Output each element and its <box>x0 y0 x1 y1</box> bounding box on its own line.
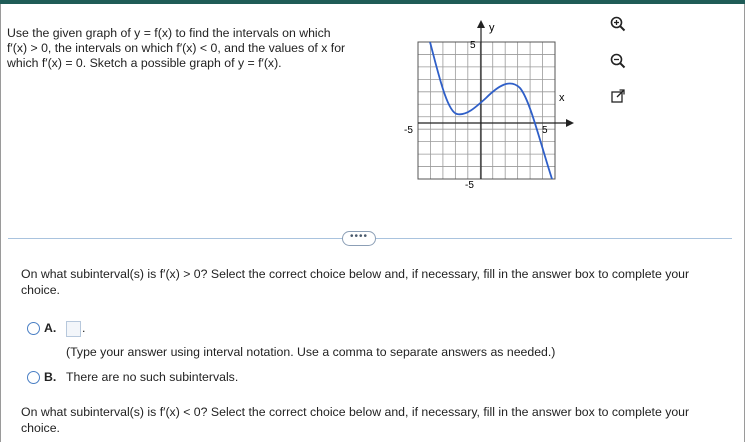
y-axis-arrow <box>477 20 485 28</box>
answer-box-period: . <box>82 321 86 335</box>
question-2-prompt <box>21 404 721 436</box>
y-axis-label: y <box>489 22 495 34</box>
zoom-in-icon <box>609 15 627 33</box>
expand-more-button[interactable]: •••• <box>342 231 376 246</box>
problem-line-2: f′(x) > 0, the intervals on which f′(x) < 0, and the values of x for <box>7 41 346 55</box>
function-curve <box>430 42 552 179</box>
pop-out-icon <box>609 87 627 105</box>
tick-label-y-neg5: -5 <box>465 180 474 191</box>
left-border <box>0 4 1 442</box>
zoom-in-button[interactable] <box>609 15 627 33</box>
question-2-line-1: On what subinterval(s) is f′(x) < 0? Select the correct choice below and, if necessary, fill in the answer box to complete your <box>21 405 690 419</box>
x-axis-arrow <box>566 119 574 127</box>
function-graph <box>400 12 585 192</box>
top-accent-bar <box>0 0 745 4</box>
tick-label-x-neg5: -5 <box>404 125 413 136</box>
graph-grid <box>418 42 555 179</box>
graph-frame <box>418 42 555 179</box>
question-1-line-1: On what subinterval(s) is f′(x) > 0? Select the correct choice below and, if necessary, fill in the answer box to complete your <box>21 267 690 281</box>
question-2-line-2: choice. <box>21 421 60 435</box>
option-b-radio[interactable] <box>27 371 40 384</box>
zoom-out-button[interactable] <box>609 52 627 70</box>
question-1-line-2: choice. <box>21 283 60 297</box>
problem-line-1: Use the given graph of y = f(x) to find the intervals on which <box>7 26 331 40</box>
tick-label-y-5: 5 <box>470 40 476 51</box>
tick-label-x-5: 5 <box>542 125 548 136</box>
problem-line-3: which f′(x) = 0. Sketch a possible graph of y = f′(x). <box>7 56 282 70</box>
zoom-out-icon <box>609 52 627 70</box>
answer-input-box[interactable] <box>66 321 81 337</box>
pop-out-button[interactable] <box>609 87 627 105</box>
question-1-prompt <box>21 266 721 298</box>
answer-hint: (Type your answer using interval notation. Use a comma to separate answers as needed.) <box>66 345 556 359</box>
option-b-letter: B. <box>44 370 57 384</box>
x-axis-label: x <box>559 92 565 104</box>
option-a-radio[interactable] <box>27 322 40 335</box>
option-b-text: There are no such subintervals. <box>66 370 239 384</box>
option-a-letter: A. <box>44 321 57 335</box>
problem-statement <box>7 26 392 71</box>
